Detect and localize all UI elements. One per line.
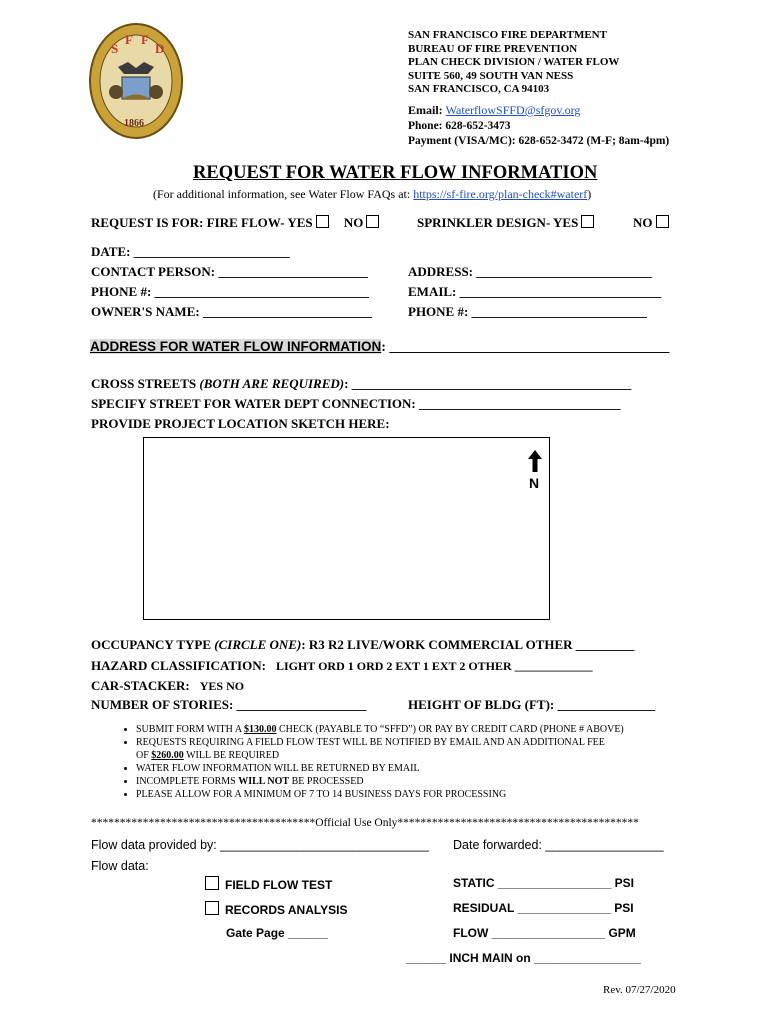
email-label: Email: bbox=[408, 103, 446, 117]
flow-gpm-field[interactable]: FLOW _________________ GPM bbox=[453, 926, 636, 940]
svg-text:D: D bbox=[155, 41, 165, 56]
address-info-label: ADDRESS FOR WATER FLOW INFORMATION bbox=[90, 339, 382, 354]
flow-provided-field[interactable]: Flow data provided by: ______________________________ bbox=[91, 838, 429, 852]
fire-flow-yes-checkbox[interactable] bbox=[316, 215, 329, 228]
hazard-label: HAZARD CLASSIFICATION: bbox=[91, 658, 266, 673]
contact-person-field[interactable]: CONTACT PERSON: _______________________ bbox=[91, 264, 368, 279]
date-field[interactable]: DATE: ________________________ bbox=[91, 244, 290, 259]
bullet-text: CHECK (PAYABLE TO “SFFD”) OR PAY BY CREDIT CARD (PHONE # ABOVE) bbox=[276, 724, 624, 735]
car-stacker-label: CAR-STACKER: bbox=[91, 678, 190, 693]
static-psi-field[interactable]: STATIC _________________ PSI bbox=[453, 876, 635, 890]
request-row bbox=[91, 215, 379, 231]
revision-date: Rev. 07/27/2020 bbox=[603, 984, 676, 996]
inch-main-field[interactable]: ______ INCH MAIN on ________________ bbox=[406, 951, 641, 965]
hazard-options: LIGHT ORD 1 ORD 2 EXT 1 EXT 2 OTHER _____________ bbox=[275, 659, 593, 673]
bullet-text: PLEASE ALLOW FOR A MINIMUM OF 7 TO 14 BUSINESS DAYS FOR PROCESSING bbox=[136, 789, 507, 800]
header-line: SAN FRANCISCO, CA 94103 bbox=[408, 83, 550, 95]
email-link[interactable]: WaterflowSFFD@sfgov.org bbox=[445, 103, 581, 117]
field-flow-test-label: FIELD FLOW TEST bbox=[225, 878, 333, 892]
sffd-seal-logo bbox=[88, 22, 184, 140]
sprinkler-row bbox=[417, 215, 594, 231]
sprinkler-no bbox=[633, 215, 669, 231]
car-stacker-row[interactable] bbox=[91, 677, 244, 695]
department-header bbox=[408, 29, 619, 97]
list-item bbox=[136, 775, 736, 788]
list-item bbox=[136, 736, 736, 762]
address-info-field[interactable]: : ________________________________________ bbox=[381, 340, 670, 355]
phone-field[interactable]: PHONE #: _________________________________ bbox=[91, 284, 370, 299]
list-item bbox=[136, 762, 736, 775]
svg-text:F: F bbox=[141, 32, 149, 47]
car-stacker-options: YES NO bbox=[199, 679, 245, 693]
list-item bbox=[136, 788, 736, 801]
subtitle-close: ) bbox=[587, 187, 592, 201]
stories-field[interactable]: NUMBER OF STORIES: ____________________ bbox=[91, 697, 367, 712]
svg-text:S: S bbox=[111, 41, 119, 56]
owner-name-field[interactable]: OWNER'S NAME: __________________________ bbox=[91, 304, 372, 319]
sprinkler-label: SPRINKLER DESIGN- YES bbox=[417, 215, 579, 230]
cross-streets-note: (BOTH ARE REQUIRED) bbox=[199, 376, 345, 391]
occupancy-options: : R3 R2 LIVE/WORK COMMERCIAL OTHER _________ bbox=[301, 637, 635, 652]
header-line: PLAN CHECK DIVISION / WATER FLOW bbox=[408, 56, 620, 68]
north-arrow-icon bbox=[527, 450, 543, 472]
bullet-text: OF bbox=[136, 750, 152, 761]
form-title: REQUEST FOR WATER FLOW INFORMATION bbox=[193, 163, 598, 183]
bullet-text: SUBMIT FORM WITH A bbox=[136, 724, 244, 735]
svg-text:F: F bbox=[125, 32, 133, 47]
sketch-area[interactable] bbox=[143, 437, 550, 620]
payment-line: Payment (VISA/MC): 628-652-3472 (M-F; 8am-4pm) bbox=[408, 135, 670, 147]
cross-streets-field[interactable] bbox=[91, 376, 631, 392]
records-analysis-checkbox[interactable] bbox=[205, 901, 219, 915]
faq-link[interactable]: https://sf-fire.org/plan-check#waterf bbox=[413, 187, 588, 201]
phone-line: Phone: 628-652-3473 bbox=[408, 120, 511, 132]
bullet-text: INCOMPLETE FORMS bbox=[136, 776, 239, 787]
subtitle-text: (For additional information, see Water Flow FAQs at: bbox=[153, 187, 414, 201]
cross-streets-label: CROSS STREETS bbox=[91, 376, 200, 391]
header-line: SAN FRANCISCO FIRE DEPARTMENT bbox=[408, 29, 607, 41]
occupancy-note: (CIRCLE ONE) bbox=[214, 637, 302, 652]
request-label: REQUEST IS FOR: FIRE FLOW- YES bbox=[91, 215, 313, 230]
occupancy-row[interactable] bbox=[91, 637, 634, 653]
instructions-list bbox=[96, 723, 736, 801]
address-info-row bbox=[90, 339, 669, 356]
flow-data-label: Flow data: bbox=[91, 859, 149, 873]
form-subtitle bbox=[153, 187, 591, 202]
bullet-text: WATER FLOW INFORMATION WILL BE RETURNED BY EMAIL bbox=[136, 763, 420, 774]
gate-page-field[interactable]: Gate Page ______ bbox=[226, 926, 329, 940]
header-line: SUITE 560, 49 SOUTH VAN NESS bbox=[408, 69, 574, 82]
hazard-row[interactable] bbox=[91, 657, 593, 675]
residual-psi-field[interactable]: RESIDUAL ______________ PSI bbox=[453, 901, 634, 915]
bullet-emphasis: WILL NOT bbox=[238, 776, 290, 787]
specify-street-field[interactable]: SPECIFY STREET FOR WATER DEPT CONNECTION: _______________________________ bbox=[91, 396, 621, 411]
date-forwarded-field[interactable]: Date forwarded: _________________ bbox=[453, 838, 664, 852]
bullet-text: REQUESTS REQUIRING A FIELD FLOW TEST WILL BE NOTIFIED BY EMAIL AND AN ADDITIONAL FEE bbox=[136, 737, 605, 748]
field-flow-test-row[interactable] bbox=[205, 876, 332, 892]
height-field[interactable]: HEIGHT OF BLDG (FT): _______________ bbox=[408, 697, 656, 712]
fire-flow-no-label: NO bbox=[343, 215, 364, 230]
list-item bbox=[136, 723, 736, 736]
north-label: N bbox=[529, 475, 540, 491]
cross-streets-line: : ___________________________________________ bbox=[344, 376, 632, 391]
records-analysis-row[interactable] bbox=[205, 901, 347, 917]
occupancy-label: OCCUPANCY TYPE bbox=[91, 637, 215, 652]
sprinkler-no-checkbox[interactable] bbox=[656, 215, 669, 228]
email-line bbox=[408, 104, 580, 118]
address-field[interactable]: ADDRESS: ___________________________ bbox=[408, 264, 652, 279]
header-line: BUREAU OF FIRE PREVENTION bbox=[408, 42, 578, 55]
svg-text:1866: 1866 bbox=[124, 118, 144, 129]
fire-flow-no-checkbox[interactable] bbox=[366, 215, 379, 228]
fee-amount: $260.00 bbox=[151, 750, 184, 761]
field-flow-test-checkbox[interactable] bbox=[205, 876, 219, 890]
owner-phone-field[interactable]: PHONE #: ___________________________ bbox=[408, 304, 648, 319]
bullet-text: BE PROCESSED bbox=[289, 776, 364, 787]
records-analysis-label: RECORDS ANALYSIS bbox=[225, 903, 348, 917]
sketch-label: PROVIDE PROJECT LOCATION SKETCH HERE: bbox=[91, 416, 390, 431]
sprinkler-yes-checkbox[interactable] bbox=[581, 215, 594, 228]
sprinkler-no-label: NO bbox=[633, 215, 653, 230]
email-field[interactable]: EMAIL: _______________________________ bbox=[408, 284, 662, 299]
fee-amount: $130.00 bbox=[243, 724, 277, 735]
official-use-divider: ***************************************Official Use Only****************************************** bbox=[91, 817, 639, 829]
bullet-text: WILL BE REQUIRED bbox=[183, 750, 280, 761]
